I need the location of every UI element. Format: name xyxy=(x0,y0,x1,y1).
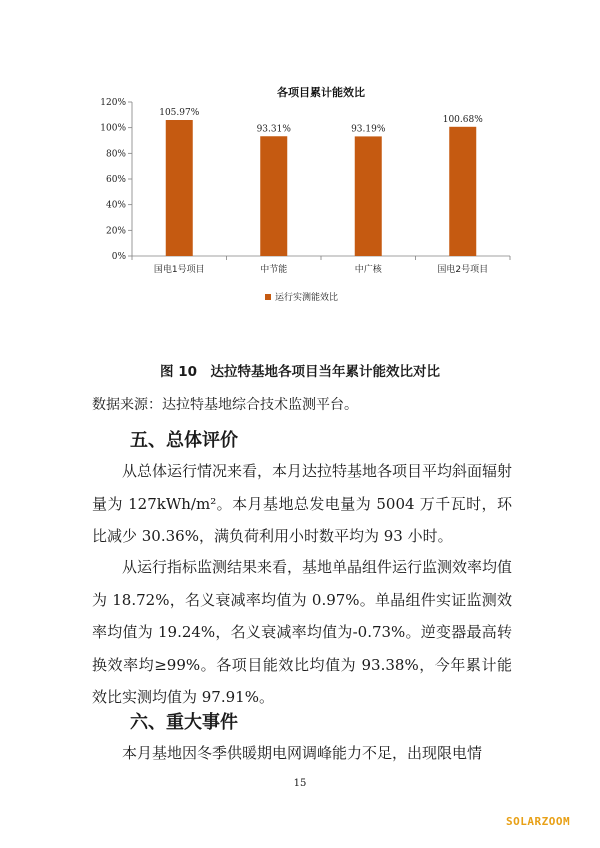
x-tick-label: 中广核 xyxy=(354,265,382,275)
section-heading-overall-evaluation: 五、总体评价 xyxy=(130,430,238,451)
section-heading-major-events: 六、重大事件 xyxy=(130,712,238,733)
x-tick-label: 国电2号项目 xyxy=(437,265,489,275)
y-tick-label: 100% xyxy=(100,123,126,134)
bar-4 xyxy=(449,127,476,256)
page-number: 15 xyxy=(293,778,307,789)
data-label: 105.97% xyxy=(159,108,200,119)
bar-1 xyxy=(166,120,193,256)
data-label: 93.19% xyxy=(351,124,386,135)
data-source-note: 数据来源：达拉特基地综合技术监测平台。 xyxy=(92,397,358,413)
paragraph-major-events: 本月基地因冬季供暖期电网调峰能力不足，出现限电情 xyxy=(122,744,483,762)
y-tick-label: 40% xyxy=(105,200,126,211)
legend-label: 运行实测能效比 xyxy=(275,293,339,303)
y-tick-label: 20% xyxy=(105,226,126,237)
x-tick-label: 国电1号项目 xyxy=(153,265,205,275)
data-label: 100.68% xyxy=(442,114,483,125)
chart-title: 各项目累计能效比 xyxy=(277,86,365,99)
y-tick-label: 80% xyxy=(105,149,126,160)
paragraph-overall-operation: 从总体运行情况来看，本月达拉特基地各项目平均斜面辐射量为 127kWh/m²。本月基地总发电量为 5004 万千瓦时，环比减少 30.36%，满负荷利用小时数平均为 93 小时。 xyxy=(92,462,513,545)
y-tick-label: 60% xyxy=(105,175,126,185)
bar-2 xyxy=(260,136,287,256)
bar-3 xyxy=(355,136,382,256)
data-label: 93.31% xyxy=(256,124,291,135)
solarzoom-watermark: SOLARZOOM xyxy=(506,815,571,828)
legend-swatch xyxy=(265,294,271,300)
x-tick-label: 中节能 xyxy=(260,265,288,275)
y-tick-label: 0% xyxy=(111,252,126,262)
paragraph-monitoring-results: 从运行指标监测结果来看，基地单晶组件运行监测效率均值为 18.72%，名义衰减率均值为 0.97%。单晶组件实证监测效率均值为 19.24%，名义衰减率均值为-0.73%。逆变器最高转换效率均≥99%。各项目能效比均值为 93.38%，今年累计能效比实测均值为 97.91%。 xyxy=(92,558,513,706)
figure-caption: 图 10 达拉特基地各项目当年累计能效比对比 xyxy=(160,364,440,380)
y-tick-label: 120% xyxy=(100,98,126,108)
efficiency-ratio-chart xyxy=(90,82,530,314)
